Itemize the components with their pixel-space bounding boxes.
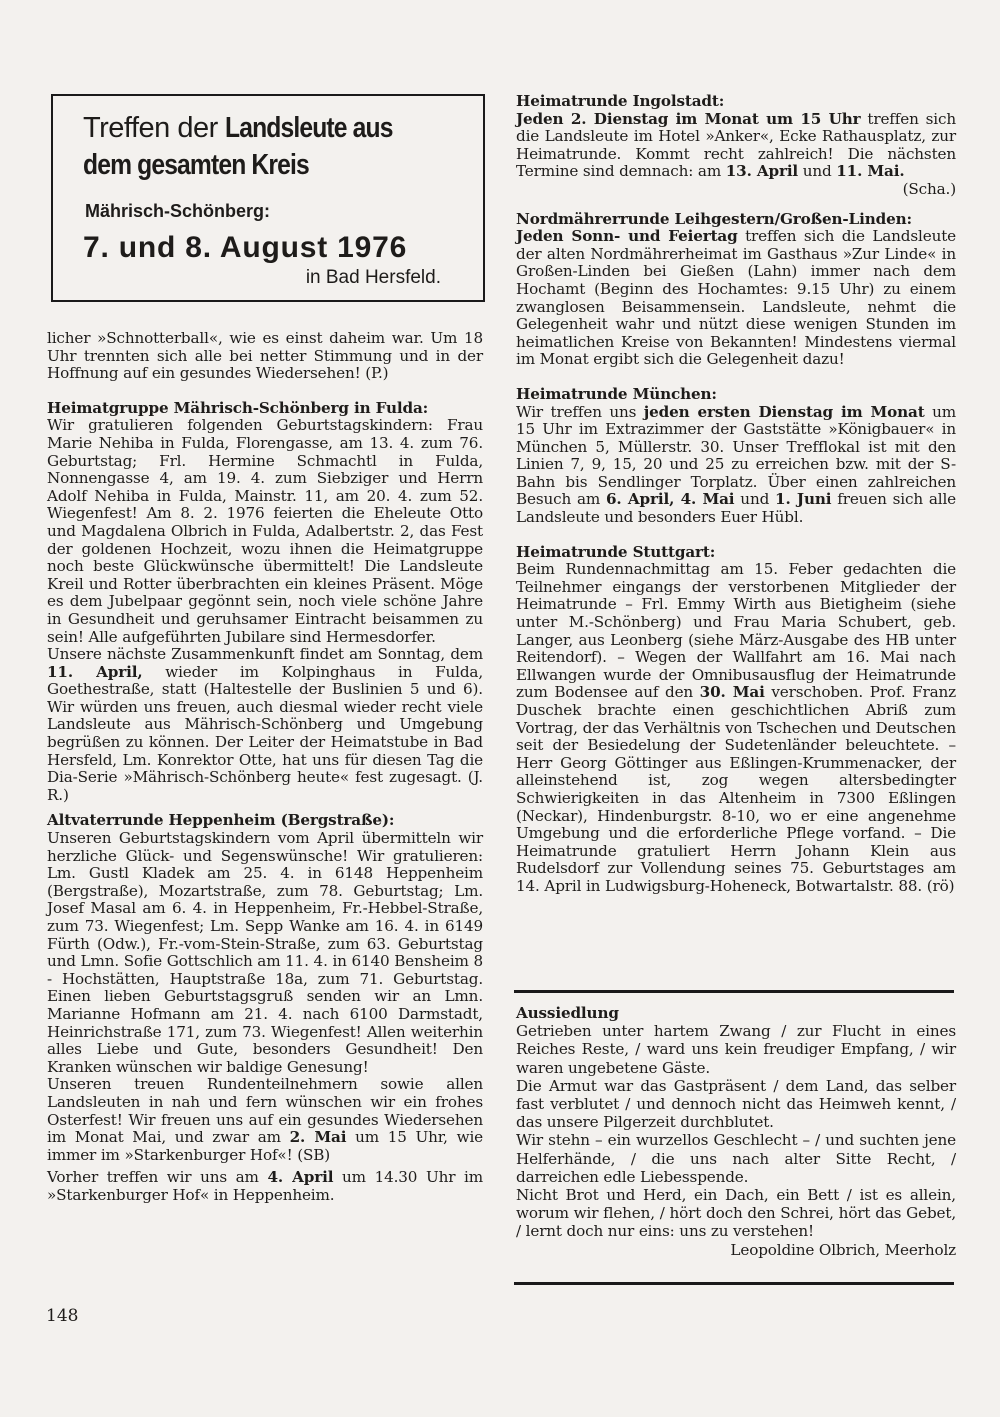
announcement-location: in Bad Hersfeld.	[305, 267, 441, 288]
left-column	[47, 330, 483, 1222]
divider-rule	[514, 1282, 954, 1285]
poem-stanza: Getrieben unter hartem Zwang / zur Flucht in eines Reiches Reste, / ward uns kein freudiger Empfang, / wir waren ungebetene Gäste.	[516, 1022, 956, 1077]
section-heading: Heimatrunde München:	[516, 384, 717, 403]
section-stuttgart	[516, 544, 956, 896]
section-fulda	[47, 400, 483, 805]
announcement-box	[51, 94, 485, 302]
section-heading: Heimatrunde Stuttgart:	[516, 542, 716, 561]
paragraph: Jeden Sonn- und Feiertag treffen sich die Landsleute der alten Nordmährerheimat im Gasthaus »Zur Linde« in Großen-Linden bei Gießen (Lahn) immer nach dem Hochamt (Beginn des Hochamtes: 9.15 Uhr) zu einem zwanglosen Beisammensein. Landsleute, nehmt die Gelegenheit wahr und nützt diese wenigen Stunden im heimatlichen Kreise von Bekannten! Mindestens viermal im Monat ergibt sich die Gelegenheit dazu!	[516, 227, 956, 369]
section-heading: Altvaterrunde Heppenheim (Bergstraße):	[47, 811, 395, 830]
signature: (Scha.)	[902, 179, 956, 198]
paragraph: Unseren Geburtstagskindern vom April übermitteln wir herzliche Glück- und Segenswünsche! Wir gratulieren: Lm. Gustl Kladek am 25. 4. in 6148 Heppenheim (Bergstraße), Mozartstraße, zum 78. Geburtstag; Lm. Josef Masal am 6. 4. in Heppenheim, Fr.-Hebbel-Straße, zum 73. Wiegenfest; Lm. Sepp Wanke am 16. 4. in 6149 Fürth (Odw.), Fr.-vom-Stein-Straße, zum 63. Geburtstag und Lmn. Sofie Gottschlich am 11. 4. in 6140 Bensheim 8 - Hochstätten, Hauptstraße 18a, zum 71. Geburtstag. Einen lieben Geburtstagsgruß senden wir an Lmn. Marianne Hofmann am 21. 4. nach 6100 Darmstadt, Heinrichstraße 171, zum 73. Wiegenfest! Allen weiterhin alles Liebe und Gute, besonders Gesundheit! Den Kranken wünschen wir baldige Genesung!	[47, 829, 483, 1076]
section-heading: Nordmährerrunde Leihgestern/Großen-Linden:	[516, 209, 912, 228]
page-number: 148	[46, 1306, 79, 1326]
poem-stanza: Die Armut war das Gastpräsent / dem Land, das selber fast verblutet / und dennoch nicht das Heimweh kennt, / das unsere Pilgerzeit durchblutet.	[516, 1076, 956, 1132]
paragraph: Unsere nächste Zusammenkunft findet am Sonntag, dem 11. April, wieder im Kolpinghaus in Fulda, Goethestraße, statt (Haltestelle der Buslinien 5 und 6). Wir würden uns freuen, auch diesmal wieder recht viele Landsleute aus Mährisch-Schönberg und Umgebung begrüßen zu können. Der Leiter der Heimatstube in Bad Hersfeld, Lm. Konrektor Otte, hat uns für diesen Tag die Dia-Serie »Mährisch-Schönberg heute« fest zugesagt. (J. R.)	[47, 645, 483, 804]
poem-stanza: Wir stehn – ein wurzellos Geschlecht – / und suchten jene Helferhände, / die uns nach alter Sitte Recht, / darreichen edle Liebesspende.	[516, 1131, 956, 1186]
divider-rule	[514, 990, 954, 993]
announcement-line-2: dem gesamten Kreis	[83, 149, 309, 181]
highlight-date: 11. April,	[47, 662, 143, 681]
announcement-region: Mährisch-Schönberg:	[85, 201, 271, 221]
paragraph: Wir gratulieren folgenden Geburtstagskindern: Frau Marie Nehiba in Fulda, Florengasse, am 13. 4. zum 76. Geburtstag; Frl. Hermine Schmachtl in Fulda, Nonnengasse 4, am 19. 4. zum Siebziger und Herrn Adolf Nehiba in Fulda, Mainstr. 11, am 20. 4. zum 52. Wiegenfest! Am 8. 2. 1976 feierten die Eheleute Otto und Magdalena Olbrich in Fulda, Adalbertstr. 2, das Fest der goldenen Hochzeit, wozu ihnen die Heimatgruppe noch beste Glückwünsche übermittelt! Die Landsleute Kreil und Rotter überbrachten ein kleines Präsent. Möge es dem Jubelpaar gegönnt sein, noch viele schöne Jahre in Gesundheit und geruhsamer Eintracht beisammen zu sein! Alle aufgeführten Jubilare sind Hermesdorfer.	[47, 416, 483, 646]
right-column	[516, 93, 956, 913]
intro-paragraph: licher »Schnotterball«, wie es einst daheim war. Um 18 Uhr trennten sich alle bei netter Stimmung und in der Hoffnung auf ein gesundes Wiedersehen! (P.)	[47, 329, 483, 383]
intro-continuation	[47, 330, 483, 383]
poem-title: Aussiedlung	[516, 1004, 619, 1022]
section-leihgestern	[516, 211, 956, 369]
poem	[516, 1004, 956, 1259]
announcement-line-1: Treffen der Landsleute aus	[83, 112, 393, 144]
paragraph: Beim Rundennachmittag am 15. Feber gedachten die Teilnehmer eingangs der verstorbenen Mitglieder der Heimatrunde – Frl. Emmy Wirth aus Bietigheim (siehe unter M.-Schönberg) und Frau Maria Schubert, geb. Langer, aus Leonberg (siehe März-Ausgabe des HB unter Reitendorf). – Wegen der Wallfahrt am 16. Mai nach Ellwangen wurde der Omnibusausflug der Heimatrunde zum Bodensee auf den 30. Mai verschoben. Prof. Franz Duschek brachte einen geschichtlichen Abriß zum Vortrag, der das Verhältnis von Tschechen und Deutschen seit der Besiedelung der Sudetenländer beleuchtete. – Herr Georg Göttinger aus Eßlingen-Krummenacker, der alleinstehend ist, zog wegen altersbedingter Schwierigkeiten in das Altenheim in 7300 Eßlingen (Neckar), Hindenburgstr. 8-10, wo er eine angenehme Umgebung und die erforderliche Pflege vorfand. – Die Heimatrunde gratuliert Herrn Johann Klein aus Rudelsdorf zur Vollendung seines 75. Geburtstages am 14. April in Ludwigsburg-Hoheneck, Botwartalstr. 88. (rö)	[516, 560, 956, 895]
section-muenchen	[516, 386, 956, 527]
section-heading: Heimatgruppe Mährisch-Schönberg in Fulda:	[47, 398, 429, 417]
section-ingolstadt	[516, 93, 956, 199]
poem-stanza: Nicht Brot und Herd, ein Dach, ein Bett / ist es allein, worum wir flehen, / hört doch den Schrei, hört das Gebet, / lernt doch nur eins: uns zu verstehen!	[516, 1186, 956, 1241]
paragraph: Wir treffen uns jeden ersten Dienstag im Monat um 15 Uhr im Extrazimmer der Gaststätte »Königbauer« in München 5, Müllerstr. 30. Unser Trefflokal ist mit den Linien 7, 9, 15, 20 und 25 zu erreichen bzw. mit der S-Bahn bis Sendlinger Torplatz. Über einen zahlreichen Besuch am 6. April, 4. Mai und 1. Juni freuen sich alle Landsleute und besonders Euer Hübl.	[516, 402, 956, 527]
paragraph: Vorher treffen wir uns am 4. April um 14.30 Uhr im »Starkenburger Hof« in Heppenheim.	[47, 1168, 483, 1204]
section-heppenheim	[47, 812, 483, 1204]
paragraph: Jeden 2. Dienstag im Monat um 15 Uhr treffen sich die Landsleute im Hotel »Anker«, Ecke Rathausplatz, zur Heimatrunde. Kommt recht zahlreich! Die nächsten Termine sind demnach: am 13. April und 11. Mai.	[516, 109, 956, 181]
highlight-date: 2. Mai	[289, 1128, 347, 1147]
section-heading: Heimatrunde Ingolstadt:	[516, 92, 725, 110]
paragraph: Unseren treuen Rundenteilnehmern sowie allen Landsleuten in nah und fern wünschen wir ein frohes Osterfest! Wir freuen uns auf ein gesundes Wiedersehen im Monat Mai, und zwar am 2. Mai um 15 Uhr, wie immer im »Starkenburger Hof«! (SB)	[47, 1075, 483, 1164]
highlight-date: 4. April	[267, 1168, 334, 1187]
poem-author: Leopoldine Olbrich, Meerholz	[730, 1240, 956, 1259]
announcement-date: 7. und 8. August 1976	[83, 231, 408, 264]
